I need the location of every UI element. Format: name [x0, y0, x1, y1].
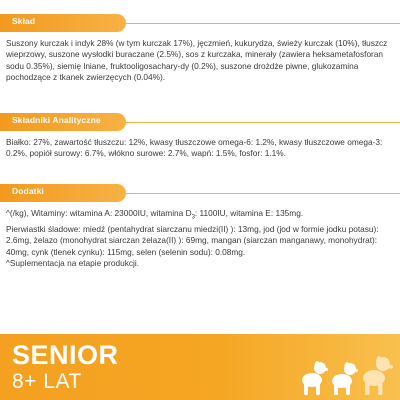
dog-icon — [332, 362, 358, 395]
section-divider — [126, 122, 400, 123]
banner-title: SENIOR — [12, 340, 119, 370]
senior-banner — [0, 334, 400, 400]
section-divider — [126, 193, 400, 194]
dodatki-note: ^Suplementacja na etapie produkcji. — [6, 257, 140, 268]
analityczne-text — [6, 137, 394, 160]
section-title-analityczne: Składniki Analityczne — [12, 115, 101, 125]
section-header-sklad — [0, 14, 400, 32]
analityczne-paragraph: Białko: 27%, zawartość tłuszczu: 12%, kwasy tłuszczowe omega-6: 1.2%, kwasy tłuszczowe omega-3: 0.2%, popiół surowy: 6.7%, włókno surowe: 2.7%, wapń: 1.5%, fosfor: 1.1%. — [6, 137, 383, 159]
section-header-analityczne — [0, 113, 400, 131]
dog-icon — [363, 356, 393, 395]
vitamins-text-a: ^(/kg), Witaminy: witamina A: 23000IU, witamina D — [6, 208, 192, 218]
dodatki-trace-elements: Pierwiastki śladowe: miedź (pentahydrat siarczanu miedzi(II) ): 13mg, jod (jod w formie jodku potasu): 2.6mg, żelazo (monohydrat siarczan żelaza(II) ): 69mg, mangan (siarczan manganawy, monohydrat): 40mg, cynk (tlenek cynku): 115mg, selen (selenin sodu): 0.08mg. — [6, 223, 379, 257]
vitamin-d-subscript: 3 — [191, 214, 195, 221]
vitamins-text-b: : 1100IU, witamina E: 135mg. — [194, 208, 304, 218]
sklad-paragraph: Suszony kurczak i indyk 28% (w tym kurczak 17%), jęczmień, kukurydza, świeży kurczak (10%), tłuszcz wieprzowy, suszone wysłodki buraczane (2.5%), sos z kurczaka, minerały (zawiera heksametafosforan sodu 0.35%), siemię lniane, fruktooligosachary-dy (0.2%), suszone drożdże piwne, glukozamina pochodzące z tkanek zwierzęcych (0.04%). — [6, 38, 388, 82]
sklad-text — [6, 38, 394, 83]
dogs-silhouette-icon — [298, 348, 394, 396]
dodatki-vitamins — [6, 208, 394, 224]
section-header-dodatki — [0, 184, 400, 202]
section-title-dodatki: Dodatki — [12, 186, 44, 196]
section-title-sklad: Skład — [12, 16, 36, 26]
dodatki-text — [6, 208, 394, 269]
banner-subtitle: 8+ LAT — [12, 370, 82, 393]
section-divider — [126, 23, 400, 24]
dog-icon — [302, 361, 328, 395]
